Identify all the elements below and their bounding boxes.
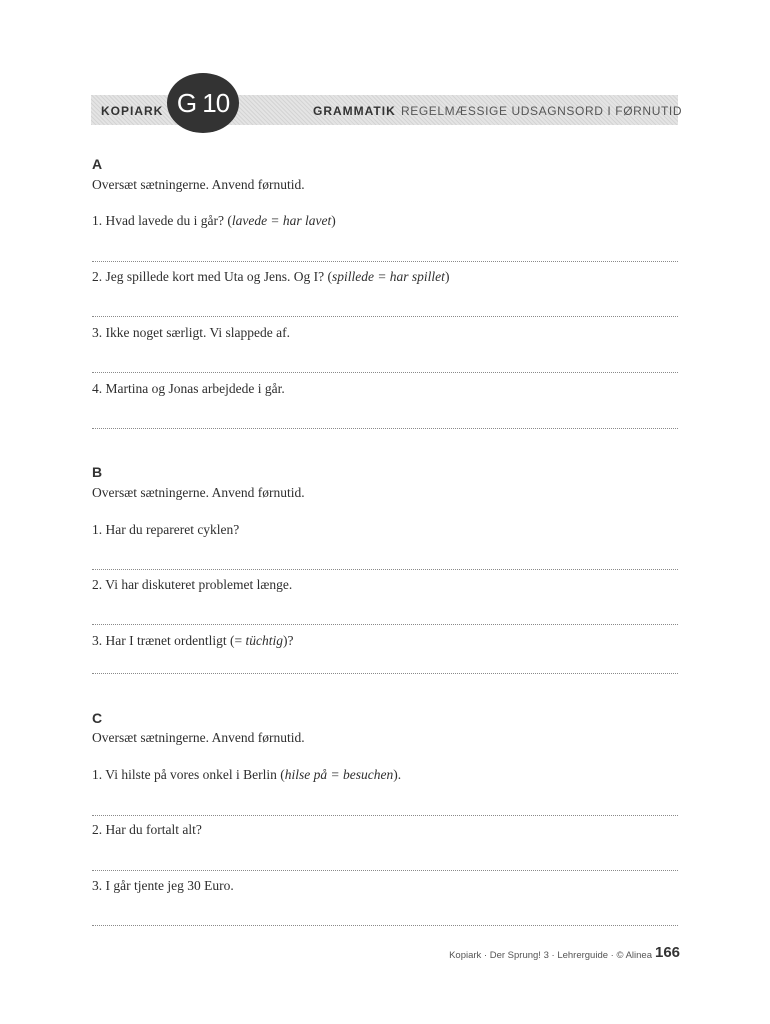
page-number: 166: [655, 944, 681, 961]
section-a-letter: A: [92, 156, 103, 172]
item-text: 1. Vi hilste på vores onkel i Berlin (: [92, 767, 285, 782]
answer-line[interactable]: [92, 815, 678, 816]
item-end: )?: [282, 633, 294, 648]
section-b-instruction: Oversæt sætningerne. Anvend førnutid.: [92, 485, 305, 500]
item-end: ): [444, 269, 450, 284]
item-end: ): [331, 213, 336, 228]
section-a-item-3: 3. Ikke noget særligt. Vi slappede af.: [92, 325, 291, 340]
item-hint: lavede = har lavet: [231, 213, 332, 228]
answer-line[interactable]: [92, 316, 678, 317]
answer-line[interactable]: [92, 925, 678, 926]
answer-line[interactable]: [92, 870, 678, 871]
answer-line[interactable]: [92, 261, 678, 262]
section-a-item-4: 4. Martina og Jonas arbejdede i går.: [92, 381, 285, 396]
footer-credit: Kopiark · Der Sprung! 3 · Lehrerguide · © Alinea: [449, 950, 652, 961]
section-b-letter: B: [92, 464, 103, 480]
worksheet-badge: G 10: [167, 73, 239, 133]
section-a-item-1: [92, 213, 336, 229]
answer-line[interactable]: [92, 673, 678, 674]
section-c-letter: C: [92, 710, 103, 726]
item-text: 3. Har I trænet ordentligt (=: [92, 633, 246, 648]
answer-line[interactable]: [92, 428, 678, 429]
item-hint: tüchtig: [245, 633, 283, 648]
item-hint: hilse på = besuchen: [284, 767, 394, 782]
section-c-item-1: [92, 767, 401, 783]
section-c-item-3: 3. I går tjente jeg 30 Euro.: [92, 878, 234, 893]
section-a-item-2: [92, 269, 449, 285]
section-a-instruction: Oversæt sætningerne. Anvend førnutid.: [92, 177, 305, 192]
item-hint: spillede = har spillet: [331, 269, 445, 284]
item-end: ).: [393, 767, 402, 782]
section-b-item-3: [92, 633, 293, 649]
section-c-instruction: Oversæt sætningerne. Anvend førnutid.: [92, 730, 305, 745]
kopiark-label: KOPIARK: [101, 104, 164, 118]
answer-line[interactable]: [92, 569, 678, 570]
answer-line[interactable]: [92, 624, 678, 625]
item-text: 1. Hvad lavede du i går? (: [92, 213, 232, 228]
item-text: 2. Jeg spillede kort med Uta og Jens. Og I? (: [92, 269, 332, 284]
section-c-item-2: 2. Har du fortalt alt?: [92, 822, 202, 837]
topic-label: REGELMÆSSIGE UDSAGNSORD I FØRNUTID: [401, 104, 683, 118]
answer-line[interactable]: [92, 372, 678, 373]
section-b-item-1: 1. Har du repareret cyklen?: [92, 522, 240, 537]
grammatik-label: GRAMMATIK: [313, 104, 396, 118]
section-b-item-2: 2. Vi har diskuteret problemet længe.: [92, 577, 293, 592]
